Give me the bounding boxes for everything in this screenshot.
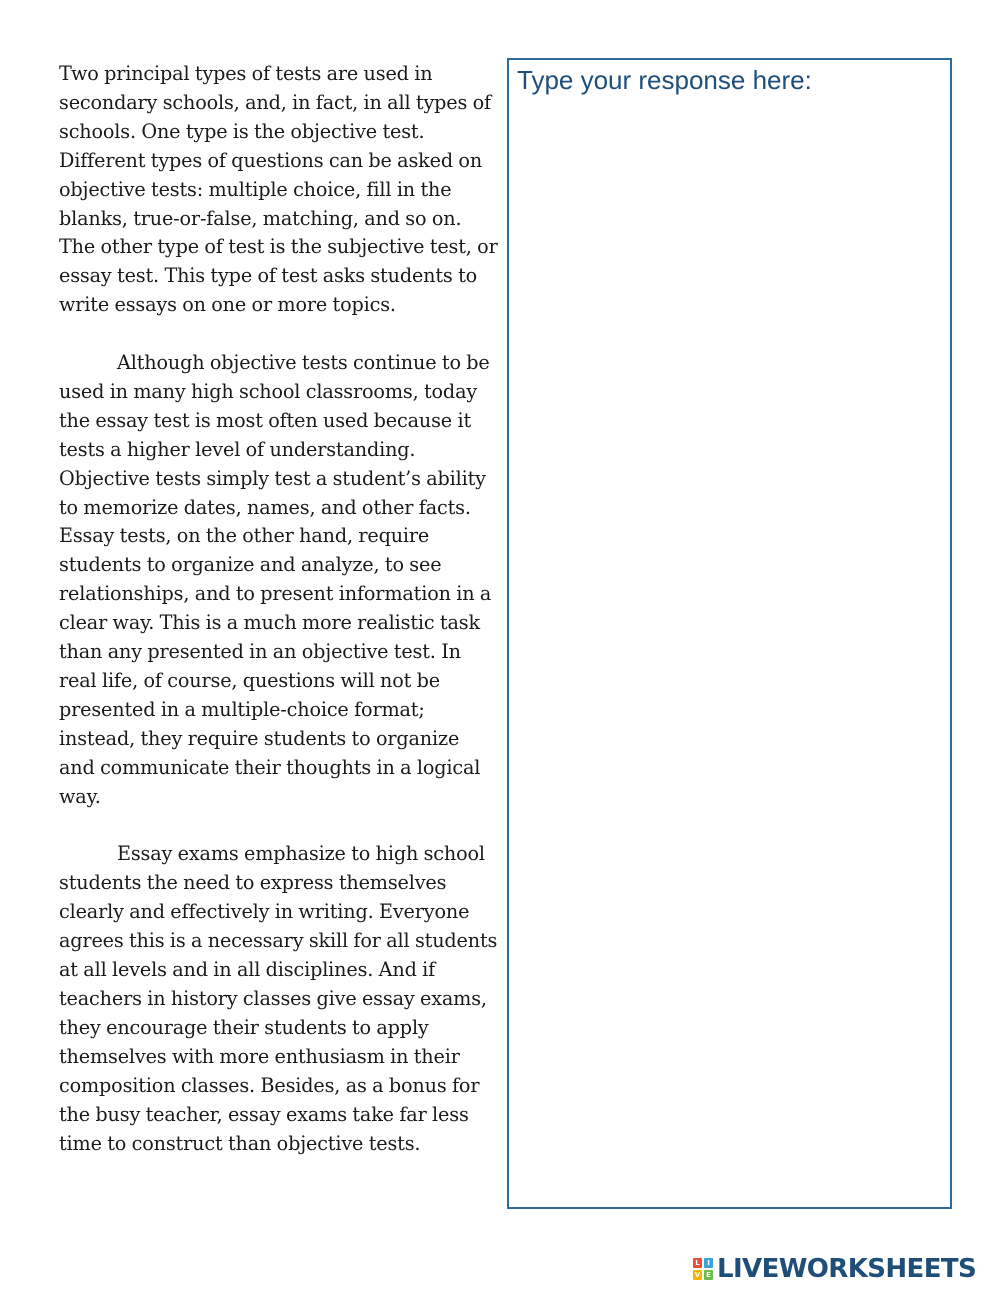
brand-name: LIVEWORKSHEETS — [717, 1254, 977, 1284]
logo-letter-v: V — [694, 1271, 701, 1279]
logo-letter-l: L — [693, 1258, 702, 1268]
reading-passage — [59, 60, 499, 1187]
passage-paragraph-1: Two principal types of tests are used in secondary schools, and, in fact, in all types of schools. One type is the objective test. Different types of questions can be asked on objective tests: multiple choice, fill in the blanks, true-or-false, matching, and so on. The other type of test is the subjective test, or essay test. This type of test asks students to write essays on one or more topics. — [59, 62, 498, 317]
response-placeholder: Type your response here: — [517, 65, 812, 95]
passage-paragraph-2: Although objective tests continue to be used in many high school classrooms, today the essay test is most often used because it tests a higher level of understanding. Objective tests simply test a student’s ability to memorize dates, names, and other facts. Essay tests, on the other hand, require students to organize and analyze, to see relationships, and to present information in a clear way. This is a much more realistic task than any presented in an objective test. In real life, of course, questions will not be presented in a multiple-choice format; instead, they require students to organize and communicate their thoughts in a logical way. — [59, 351, 492, 808]
response-text-area[interactable] — [507, 58, 952, 1209]
liveworksheets-logo-icon — [693, 1258, 713, 1280]
logo-letter-e: E — [704, 1270, 713, 1280]
passage-paragraph-3: Essay exams emphasize to high school students the need to express themselves clearly and effectively in writing. Everyone agrees this is a necessary skill for all students at all levels and in all disciplines. And if teachers in history classes give essay exams, they encourage their students to apply themselves with more enthusiasm in their composition classes. Besides, as a bonus for the busy teacher, essay exams take far less time to construct than objective tests. — [59, 842, 498, 1155]
liveworksheets-brand — [693, 1255, 976, 1283]
logo-letter-i: I — [704, 1258, 713, 1268]
